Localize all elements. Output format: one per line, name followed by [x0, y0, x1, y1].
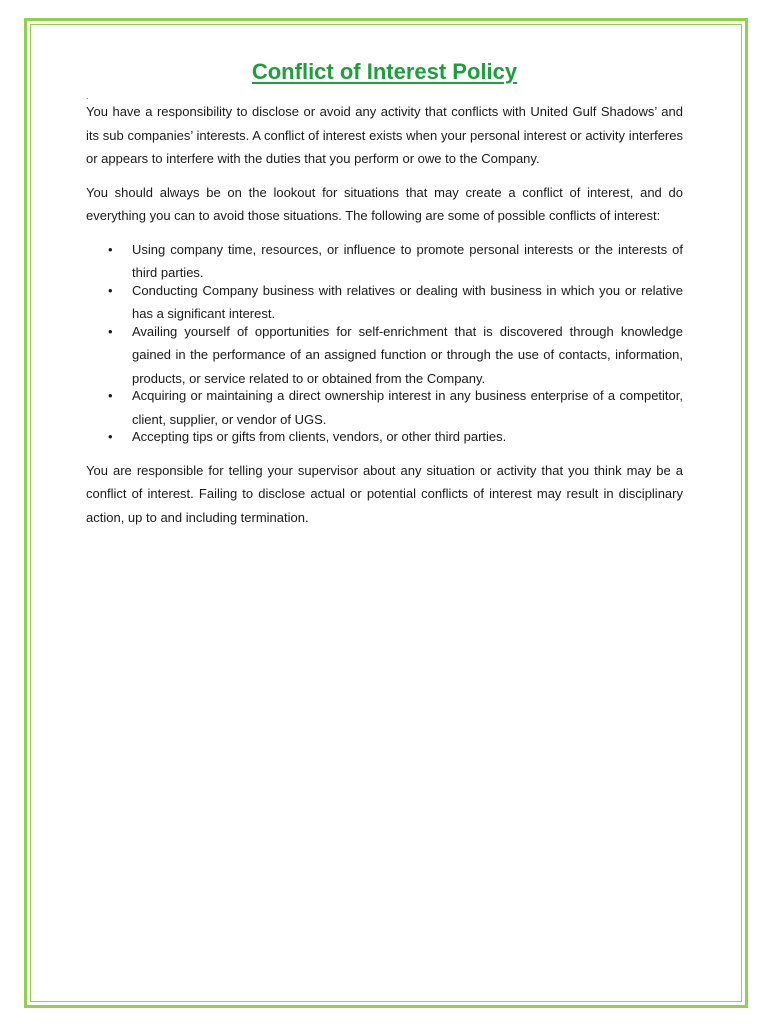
list-item: [86, 384, 683, 431]
list-item: [86, 320, 683, 391]
document-title: Conflict of Interest Policy: [251, 59, 518, 84]
document-body: [86, 58, 683, 539]
list-item-text: Acquiring or maintaining a direct ownership interest in any business enterprise of a competitor, client, supplier, or vendor of UGS.: [132, 388, 683, 427]
list-item-text: Using company time, resources, or influence to promote personal interests or the interests of third parties.: [132, 241, 683, 280]
list-item: [86, 279, 683, 326]
bullet-icon: •: [108, 282, 113, 298]
stray-mark: .: [86, 92, 89, 101]
conflict-examples-list: [86, 238, 683, 449]
bullet-icon: •: [108, 241, 113, 257]
bullet-icon: •: [108, 323, 113, 339]
list-item: [86, 425, 683, 449]
lookout-paragraph: You should always be on the lookout for situations that may create a conflict of interest, and do everything you can to avoid those situations. The following are some of possible conflicts of interest:: [86, 184, 683, 223]
list-item-text: Availing yourself of opportunities for self-enrichment that is discovered through knowledge gained in the performance of an assigned function or through the use of contacts, information, products, or service related to or obtained from the Company.: [132, 323, 683, 386]
list-item: [86, 238, 683, 285]
list-item-text: Conducting Company business with relatives or dealing with business in which you or relative has a significant interest.: [132, 282, 683, 321]
responsibility-paragraph: You are responsible for telling your supervisor about any situation or activity that you think may be a conflict of interest. Failing to disclose actual or potential conflicts of interest may result in disciplinary action, up to and including termination.: [86, 462, 683, 525]
bullet-icon: •: [108, 429, 113, 444]
bullet-icon: •: [108, 388, 113, 403]
list-item-text: Accepting tips or gifts from clients, vendors, or other third parties.: [132, 429, 507, 444]
intro-paragraph: You have a responsibility to disclose or avoid any activity that conflicts with United Gulf Shadows’ and its sub companies’ interests. A conflict of interest exists when your personal interest or activity interferes or appears to interfere with the duties that you perform or owe to the Company.: [86, 104, 683, 166]
